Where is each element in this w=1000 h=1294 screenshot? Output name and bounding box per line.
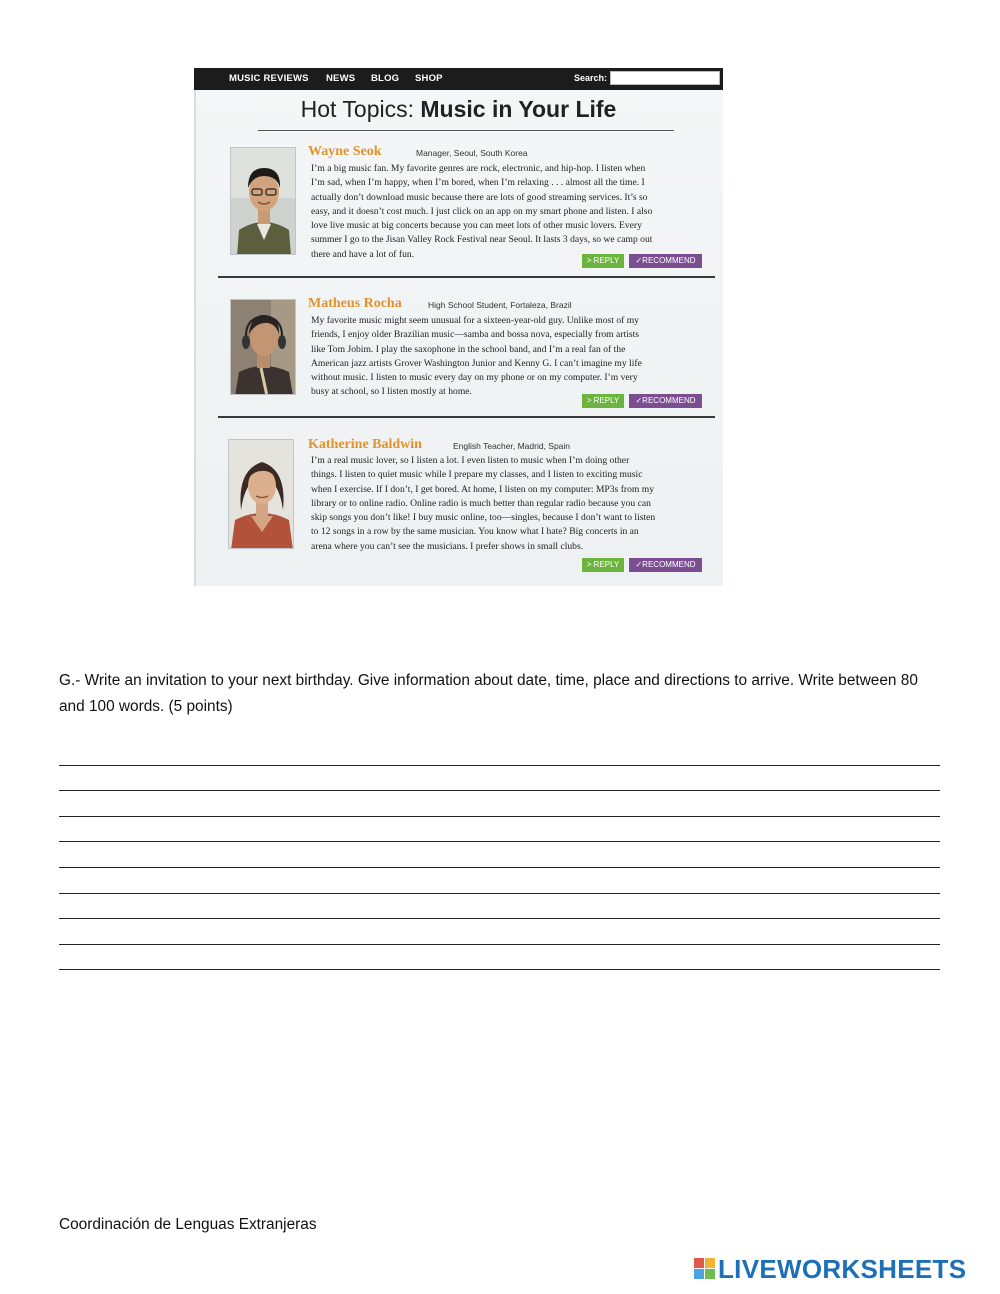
post-line: I’m a real music lover, so I listen a lot. I even listen to music when I’m doing other xyxy=(311,455,630,466)
nav-music-reviews[interactable]: MUSIC REVIEWS xyxy=(229,73,309,84)
page-title-main: Music in Your Life xyxy=(420,96,617,122)
answer-line[interactable] xyxy=(59,842,940,868)
reply-button[interactable]: > REPLY xyxy=(582,254,624,268)
post-line: skip songs you don’t like! I buy music online, too—singles, because I don’t want to listen xyxy=(311,512,656,524)
post-divider xyxy=(218,276,715,278)
post-line: friends, I enjoy older Brazilian music—samba and bossa nova, especially from artists xyxy=(311,329,639,341)
post-line: busy at school, so I listen mostly at home. xyxy=(311,386,472,398)
portrait-photo-icon xyxy=(231,148,296,255)
author-role: English Teacher, Madrid, Spain xyxy=(453,441,571,451)
post-line: arena where you can’t see the musicians. I prefer shows in small clubs. xyxy=(311,540,584,552)
nav-shop[interactable]: SHOP xyxy=(415,73,443,84)
post-line: summer I go to the Jisan Valley Rock Festival near Seoul. It lasts 3 days, so we camp out xyxy=(311,234,653,246)
answer-line[interactable] xyxy=(59,791,940,817)
post-body xyxy=(311,162,709,262)
author-name[interactable]: Wayne Seok xyxy=(308,144,382,159)
post-line: I’m sad, when I’m happy, when I’m bored, when I’m relaxing . . . almost all the time. I xyxy=(311,177,645,189)
answer-line[interactable] xyxy=(59,766,940,792)
page-title xyxy=(194,96,723,123)
recommend-button[interactable]: ✓RECOMMEND xyxy=(629,558,702,572)
post-divider xyxy=(218,416,715,418)
post-line: My favorite music might seem unusual for a sixteen-year-old guy. Unlike most of my xyxy=(311,315,639,326)
nav-news[interactable]: NEWS xyxy=(326,73,356,84)
post-body xyxy=(311,454,709,554)
author-name[interactable]: Katherine Baldwin xyxy=(308,437,422,452)
author-name[interactable]: Matheus Rocha xyxy=(308,296,402,311)
top-nav-bar xyxy=(194,68,723,90)
post-line: I’m a big music fan. My favorite genres are rock, electronic, and hip-hop. I listen when xyxy=(311,163,646,174)
exercise-instruction: G.- Write an invitation to your next birthday. Give information about date, time, place and directions to arrive. Write between 80 and 100 words. (5 points) xyxy=(59,672,918,715)
post-line: American jazz artists Grover Washington Junior and Kenny G. I can’t imagine my life xyxy=(311,357,642,369)
avatar xyxy=(230,147,296,255)
post-line: there and have a lot of fun. xyxy=(311,248,415,260)
post-body xyxy=(311,314,709,400)
reply-button[interactable]: > REPLY xyxy=(582,394,624,408)
reply-button[interactable]: > REPLY xyxy=(582,558,624,572)
post-line: library or to online radio. Online radio is much better than regular radio because you can xyxy=(311,497,651,509)
search-label: Search: xyxy=(574,73,608,83)
footer-department: Coordinación de Lenguas Extranjeras xyxy=(59,1216,317,1233)
search-input[interactable] xyxy=(610,71,720,85)
author-role: High School Student, Fortaleza, Brazil xyxy=(428,300,572,310)
post-line: things. I listen to quiet music while I prepare my classes, and I listen to exciting music xyxy=(311,469,643,481)
avatar xyxy=(228,439,294,549)
magazine-page xyxy=(194,68,723,586)
answer-line[interactable] xyxy=(59,817,940,843)
answer-area[interactable] xyxy=(59,740,940,970)
title-divider xyxy=(258,130,674,131)
answer-line[interactable] xyxy=(59,894,940,920)
post-line: easy, and it doesn’t cost much. I just click on an app on my smart phone and listen. I also xyxy=(311,205,653,217)
nav-blog[interactable]: BLOG xyxy=(371,73,400,84)
post-line: to 12 songs in a row by the same musician. You know what I hate? Big concerts in an xyxy=(311,526,639,538)
post-line: actually don’t download music because there are lots of good streaming services. It’s so xyxy=(311,191,648,203)
portrait-photo-icon xyxy=(231,300,296,395)
brand-wordmark: LIVEWORKSHEETS xyxy=(718,1254,967,1284)
answer-line[interactable] xyxy=(59,945,940,971)
post-line: love live music at big concerts because you can meet lots of other music lovers. Every xyxy=(311,220,642,232)
post-line: when I exercise. If I don’t, I get bored. At home, I listen on my computer: MP3s from my xyxy=(311,483,654,495)
recommend-button[interactable]: ✓RECOMMEND xyxy=(629,254,702,268)
page-edge xyxy=(194,90,196,586)
recommend-button[interactable]: ✓RECOMMEND xyxy=(629,394,702,408)
author-role: Manager, Seoul, South Korea xyxy=(416,148,528,158)
post-line: without music. I listen to music every day on my phone or on my computer. I’m very xyxy=(311,372,638,384)
page-title-prefix: Hot Topics: xyxy=(300,96,421,122)
portrait-photo-icon xyxy=(229,440,294,549)
post-line: like Tom Jobim. I play the saxophone in the school band, and I’m a real fan of the xyxy=(311,343,626,355)
answer-line[interactable] xyxy=(59,919,940,945)
answer-line[interactable] xyxy=(59,740,940,766)
avatar xyxy=(230,299,296,395)
answer-line[interactable] xyxy=(59,868,940,894)
liveworksheets-icon xyxy=(694,1258,716,1280)
